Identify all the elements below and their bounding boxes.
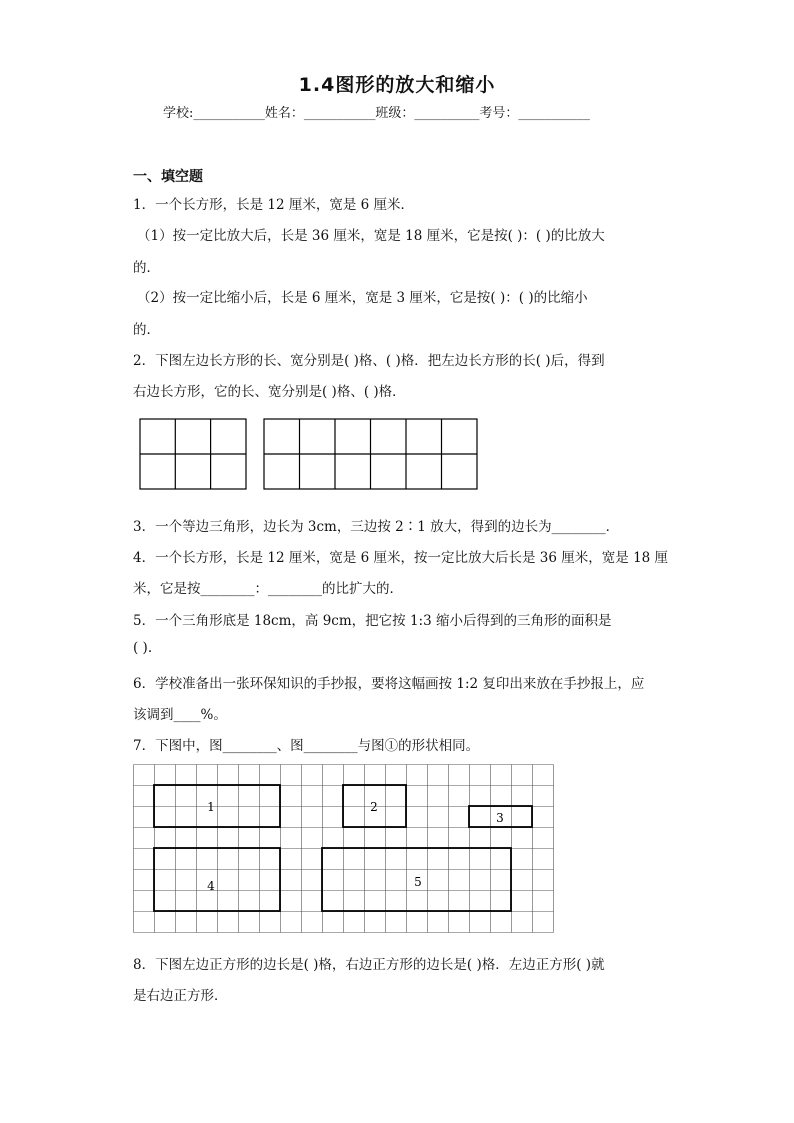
q1-part2-cont: 的． (133, 322, 160, 338)
q5: 5．一个三角形底是 18cm，高 9cm，把它按 1:3 缩小后得到的三角形的面积是 (133, 613, 612, 629)
q7-label-2: 2 (370, 800, 378, 814)
q3: 3．一个等边三角形，边长为 3cm，三边按 2∶1 放大，得到的边长为________． (133, 519, 620, 535)
q2-stem-cont: 右边长方形，它的长、宽分别是( )格、( )格． (133, 384, 406, 400)
q1-stem: 1．一个长方形，长是 12 厘米，宽是 6 厘米． (133, 197, 415, 213)
q8-cont: 是右边正方形． (133, 988, 228, 1004)
page-title: 1.4图形的放大和缩小 (298, 74, 496, 96)
q2-stem: 2．下图左边长方形的长、宽分别是( )格、( )格．把左边长方形的长( )后，得到 (133, 353, 605, 369)
q6-cont: 该调到____%。 (133, 707, 227, 723)
q7-shape-4 (154, 848, 280, 911)
q7: 7．下图中，图________、图________与图①的形状相同。 (133, 738, 480, 754)
q4-cont: 米，它是按________：________的比扩大的． (133, 581, 403, 597)
q7-label-4: 4 (207, 879, 215, 893)
q7-label-3: 3 (496, 811, 504, 825)
q6: 6．学校准备出一张环保知识的手抄报，要将这幅画按 1:2 复印出来放在手抄报上，应 (133, 676, 645, 692)
q2-figure (139, 418, 481, 492)
q7-shape-1 (154, 785, 280, 827)
q1-part1-cont: 的． (133, 260, 160, 276)
q7-label-1: 1 (207, 800, 215, 814)
q7-figure (133, 764, 557, 936)
q8: 8．下图左边正方形的边长是( )格，右边正方形的边长是( )格．左边正方形( )就 (133, 957, 605, 973)
q1-part1: （1）按一定比放大后，长是 36 厘米，宽是 18 厘米，它是按( )：( )的比放大 (137, 228, 605, 244)
student-info-line: 学校:___________姓名：___________班级：__________考号：___________ (163, 106, 590, 121)
q5-cont: ( ). (133, 640, 153, 656)
q7-label-5: 5 (414, 875, 422, 889)
q4: 4．一个长方形，长是 12 厘米，宽是 6 厘米，按一定比放大后长是 36 厘米，宽是 18 厘 (133, 550, 669, 566)
section-heading: 一、填空题 (133, 169, 203, 185)
q2-rectangles (139, 418, 481, 492)
q7-grid (133, 764, 557, 936)
q1-part2: （2）按一定比缩小后，长是 6 厘米，宽是 3 厘米，它是按( )：( )的比缩小 (137, 290, 588, 306)
